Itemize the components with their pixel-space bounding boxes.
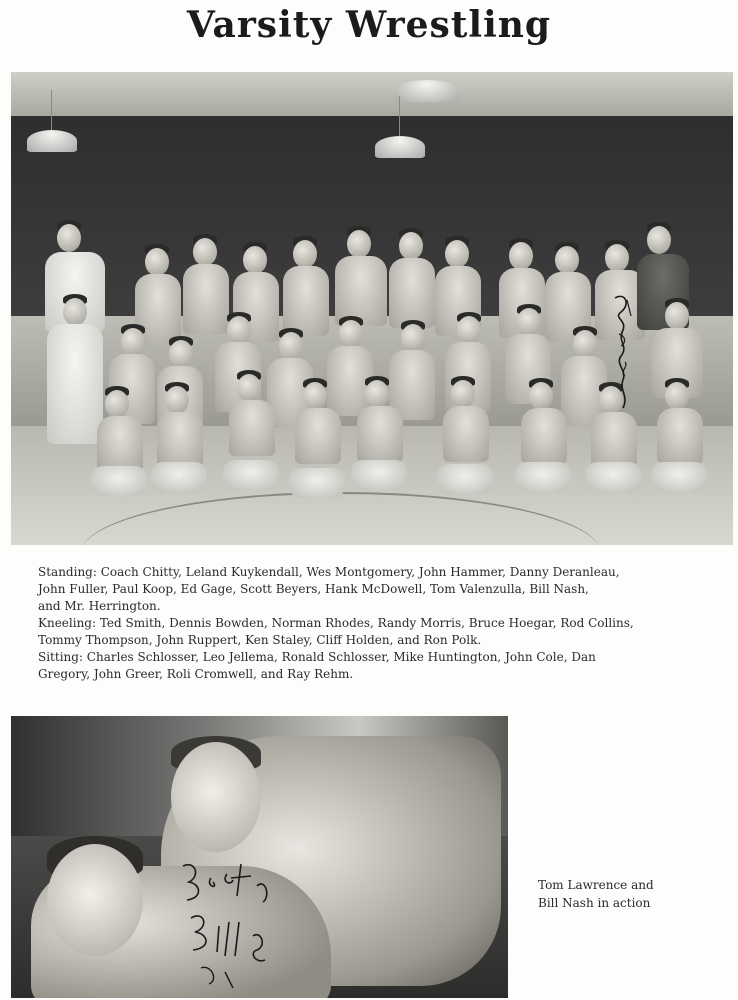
- caption-line: Tommy Thompson, John Ruppert, Ken Staley, Cliff Holden, and Ron Polk.: [38, 633, 482, 647]
- ceiling-lamp: [375, 136, 425, 158]
- autograph-signature: [161, 856, 291, 996]
- wrestler-head: [47, 844, 143, 956]
- ceiling-lamp: [395, 80, 459, 102]
- caption-line: Bill Nash in action: [538, 896, 651, 910]
- team-photo: [11, 72, 733, 545]
- caption-line: and Mr. Herrington.: [38, 599, 161, 613]
- caption-line: Kneeling: Ted Smith, Dennis Bowden, Norman Rhodes, Randy Morris, Bruce Hoegar, Rod Collins,: [38, 616, 634, 630]
- ceiling-lamp: [27, 130, 77, 152]
- action-photo-caption: [538, 876, 728, 912]
- caption-line: Tom Lawrence and: [538, 878, 654, 892]
- caption-line: Standing: Coach Chitty, Leland Kuykendall, Wes Montgomery, John Hammer, Danny Deranleau,: [38, 565, 620, 579]
- caption-line: Gregory, John Greer, Roli Cromwell, and Ray Rehm.: [38, 667, 354, 681]
- page-title: Varsity Wrestling: [186, 4, 552, 46]
- autograph-signature: [607, 290, 637, 420]
- caption-line: Sitting: Charles Schlosser, Leo Jellema, Ronald Schlosser, Mike Huntington, John Cole, Dan: [38, 650, 596, 664]
- action-photo: [11, 716, 508, 998]
- caption-line: John Fuller, Paul Koop, Ed Gage, Scott Beyers, Hank McDowell, Tom Valenzulla, Bill Nash,: [38, 582, 589, 596]
- team-photo-caption: [38, 564, 718, 683]
- wrestler-head: [171, 742, 261, 852]
- gym-ceiling: [11, 72, 733, 116]
